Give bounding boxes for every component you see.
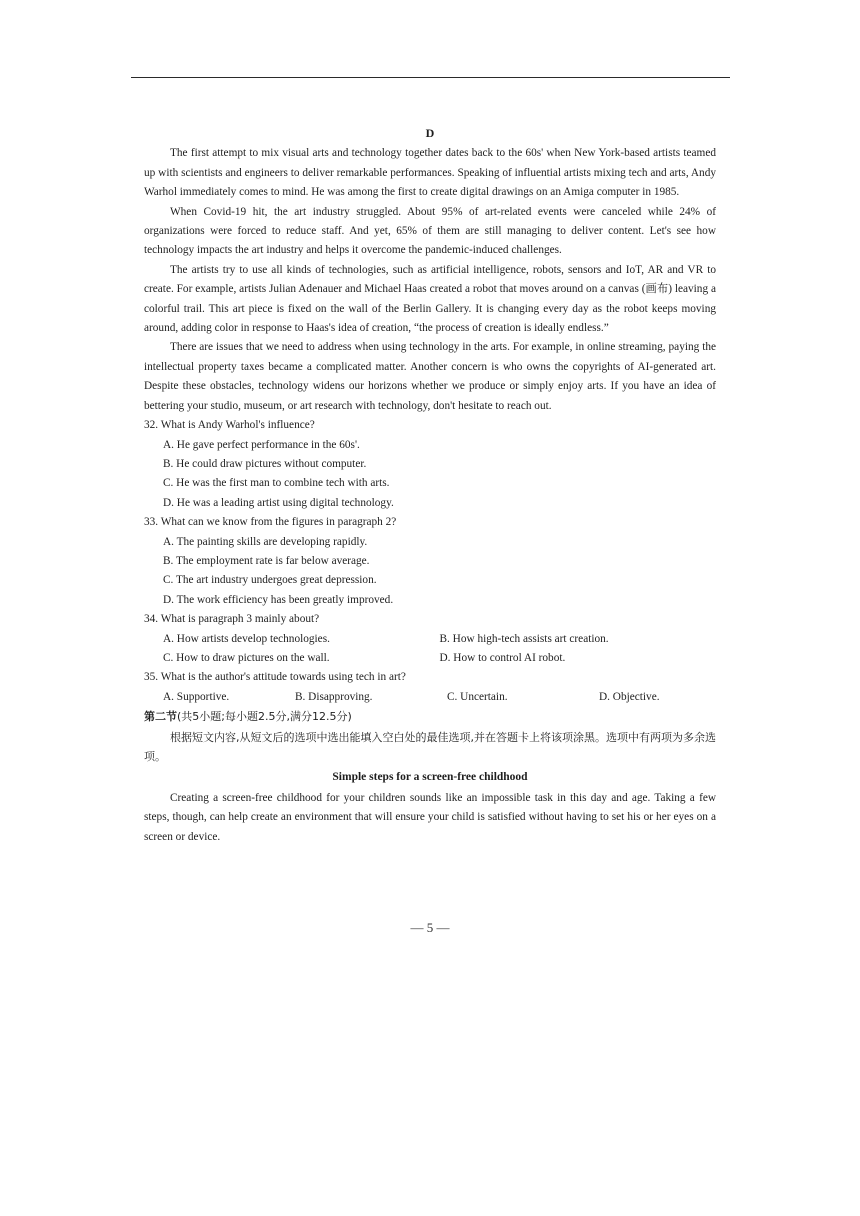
question-stem: 35. What is the author's attitude towards using tech in art? [144,671,406,684]
option-b[interactable]: B. He could draw pictures without computer. [163,457,367,470]
header-rule [131,77,730,78]
passage-paragraph-4: There are issues that we need to address when using technology in the arts. For example, in online streaming, paying the intellectual property taxes became a complicated matter. Another concern is who owns the copyrights of AI-generated art. Despite these obstacles, technology widens our horizons whether we produce or simply enjoy arts. If you have an idea of bettering your studio, museum, or art research with technology, don't hesitate to reach out. [144,341,716,412]
option-a[interactable]: A. He gave perfect performance in the 60s'. [163,438,360,451]
option-d[interactable]: D. He was a leading artist using digital technology. [163,496,394,509]
option-a[interactable]: A. The painting skills are developing rapidly. [163,535,368,548]
option-b[interactable]: B. The employment rate is far below average. [163,554,370,567]
option-d[interactable]: D. How to control AI robot. [439,651,566,664]
page-content [144,124,716,847]
option-a[interactable]: A. How artists develop technologies. [163,632,330,645]
option-d[interactable]: D. Objective. [599,690,660,703]
question-32 [144,416,716,513]
question-stem: 32. What is Andy Warhol's influence? [144,419,315,432]
article-title: Simple steps for a screen-free childhood [332,771,528,784]
article-paragraph-1: Creating a screen-free childhood for your children sounds like an impossible task in this day and age. Taking a few steps, though, can help create an environment that will ensure your child is satisfied without having to set his or her eyes on a screen or device. [144,791,716,843]
section-2-scoring: (共5小题;每小题2.5分,满分12.5分) [177,710,352,724]
section-2-instruction: 根据短文内容,从短文后的选项中选出能填入空白处的最佳选项,并在答题卡上将该项涂黑。选项中有两项为多余选项。 [144,730,716,763]
question-stem: 33. What can we know from the figures in paragraph 2? [144,516,397,529]
options-row [144,688,716,707]
option-b[interactable]: B. How high-tech assists art creation. [439,632,609,645]
option-c[interactable]: C. Uncertain. [447,690,508,703]
section-2-heading [144,707,716,727]
option-a[interactable]: A. Supportive. [163,690,230,703]
option-c[interactable]: C. He was the first man to combine tech with arts. [163,477,390,490]
options-row-1 [144,630,716,649]
question-stem: 34. What is paragraph 3 mainly about? [144,613,320,626]
passage-paragraph-2: When Covid-19 hit, the art industry struggled. About 95% of art-related events were canceled while 24% of organizations were forced to reduce staff. And yet, 65% of them are still managing to deliver content. Let's see how technology impacts the art industry and helps it overcome the pandemic-induced challenges. [144,205,716,257]
option-c[interactable]: C. How to draw pictures on the wall. [163,651,330,664]
passage-paragraph-1: The first attempt to mix visual arts and technology together dates back to the 60s' when New York-based artists teamed up with scientists and engineers to deliver remarkable performances. Speaking of influential artists mixing tech and arts, Andy Warhol immediately comes to mind. He was among the first to create digital drawings on an Amiga computer in 1985. [144,147,716,199]
option-b[interactable]: B. Disapproving. [295,690,373,703]
question-34 [144,610,716,668]
question-35 [144,668,716,707]
option-d[interactable]: D. The work efficiency has been greatly improved. [163,593,394,606]
page-number: — 5 — [410,920,450,935]
section-2-label: 第二节 [144,710,177,724]
question-33 [144,513,716,610]
option-c[interactable]: C. The art industry undergoes great depression. [163,574,377,587]
passage-paragraph-3: The artists try to use all kinds of technologies, such as artificial intelligence, robots, sensors and IoT, AR and VR to create. For example, artists Julian Adenauer and Michael Haas created a robot that moves around on a canvas (画布) leaving a colorful trail. This art piece is fixed on the wall of the Berlin Gallery. It is changing every day as the robot keeps moving around, adding color in response to Haas's idea of creation, “the process of creation is ideally endless.” [144,263,716,335]
section-letter: D [425,126,435,140]
options-row-2 [144,649,716,668]
